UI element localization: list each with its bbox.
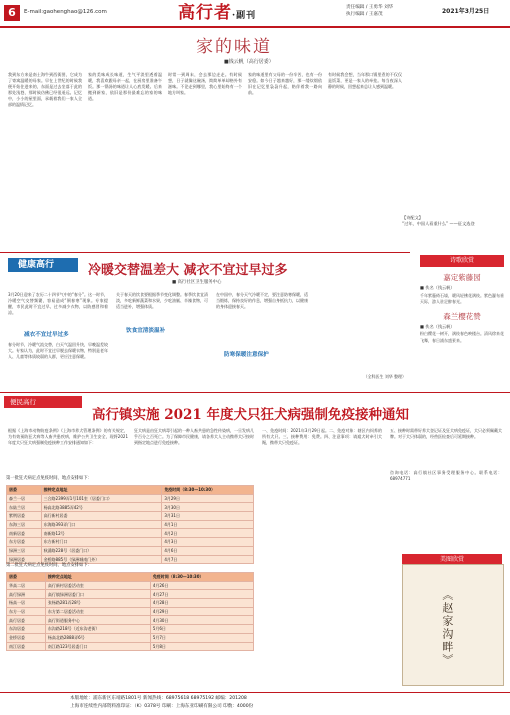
table-cell: 南江居委 <box>7 642 46 651</box>
table-cell: 紫荆居委 <box>7 512 42 521</box>
table-row <box>7 503 254 512</box>
table-row <box>7 529 254 538</box>
notice-intro: 根据《上海市动物防疫条例》《上海市养犬管理条例》的有关规定，为有效预防狂犬病等人畜共患疾病，维护公共卫生安全，现将2021年度犬只狂犬病强制免疫接种工作安排通知如下： <box>8 428 128 445</box>
section1-title: 家的味道 <box>196 37 272 57</box>
table-cell: 东方居委 <box>7 538 42 547</box>
table-cell: 高行绿洲 <box>7 590 46 599</box>
table-cell: 4月30日 <box>150 616 253 625</box>
notice-col-c: 五、接种时需带好养犬登记证及狂犬病免疫证，犬只必须佩戴犬牌。对于犬只体弱的，经兽医检查后可延期接种。 <box>390 428 502 439</box>
poem-title: 森兰樱花赞 <box>443 311 481 321</box>
table-header: 接种定点地址 <box>41 486 162 495</box>
calligraphy-text: 《赵家沟畔》 <box>440 589 454 667</box>
article-col-4: 家的味道里有父母的一份辛苦，也有一份安稳。如今日子越来越好，那一缕炊烟依旧在记忆里袅袅升起，陪伴着我一路向前。 <box>248 72 322 95</box>
logo-sub: ·副刊 <box>232 11 257 21</box>
table-cell: 5月7日 <box>150 633 253 642</box>
table-header: 免疫时间（8:30—10:30） <box>162 486 254 495</box>
health-subhead: 减衣不宜过早过多 <box>24 332 69 338</box>
table-cell: 4月1日 <box>162 520 254 529</box>
health-title: 冷暖交替温差大 减衣不宜过早过多 <box>88 263 288 278</box>
calligraphy-image <box>402 564 504 686</box>
table-header: 居委 <box>7 573 46 582</box>
table-cell: 华高二居 <box>7 581 46 590</box>
article-col-1: 我到东方来是南土海牛到西街图，它成为了寄寓温暖的母家。早在上世纪的时候我便开始住进来的，东面是过去坐落于此的那处浅巷，那时候仿佛已经很遥远。记忆中，小小的屋里面，承载着我们一家人全部的温情记忆。 <box>8 72 82 107</box>
editors <box>346 4 393 19</box>
table-cell: 5月6日 <box>150 625 253 634</box>
vaccination-table-1 <box>6 485 254 564</box>
table-cell: 森兰一居 <box>7 494 42 503</box>
article-col-2: 家的美味成长味道，生气平淡里透着温暖，我喜欢跟母亲一起，在厨房里准备午饭。那一锅汤的味道让人心底发暖。后来搬到新家，依旧是那份最难忘的家的味道。 <box>88 72 162 101</box>
section-tag: 健康高行 <box>8 258 78 272</box>
table-cell: 4月3日 <box>162 538 254 547</box>
table-cell: 东海路393弄门口 <box>41 520 162 529</box>
table-cell: 4月6日 <box>162 546 254 555</box>
table-row <box>7 633 254 642</box>
health-subhead: 防寒保暖注意保护 <box>224 352 269 358</box>
note-line: “过年，中国人看重什么” ——征文选登 <box>402 220 475 226</box>
table-row <box>7 546 254 555</box>
table-cell: 秋涌路228号（居委门口） <box>41 546 162 555</box>
table-cell: 金桥居委 <box>7 633 46 642</box>
table-cell: 高行新村居委活动室 <box>45 581 150 590</box>
table-row <box>7 642 254 651</box>
table-row <box>7 494 254 503</box>
art-label: 美图欣赏 <box>402 554 502 566</box>
table-cell: 东方一居 <box>7 607 46 616</box>
section-tag: 便民高行 <box>4 396 82 408</box>
table-cell: 东海三居 <box>7 520 42 529</box>
table-cell: 4月28日 <box>150 599 253 608</box>
table-cell: 4月7日 <box>162 555 254 564</box>
table-row <box>7 625 254 634</box>
table-cell: 绿洲居委 <box>7 555 42 564</box>
health-p3-intro: 关于春天的饮食要根据季节变化调整。春季饮食宜清淡，多吃新鲜蔬菜和水果，少吃油腻、辛辣食物，可适当进补，增强体质。 <box>116 292 208 309</box>
table-row <box>7 607 254 616</box>
health-p1: 3月20日迎来了农历二十四节气中的“春分”。这一时节，冷暖空气交替频繁，容易造成“倒春寒”现象。专家提醒，市民此时不宜过早、过多减少衣物，以防感冒和着凉。 <box>8 292 108 315</box>
page-number: 6 <box>4 5 20 21</box>
table2-caption: 第二批狂犬病定点免疫时间、地点安排如下： <box>6 563 92 568</box>
table-cell: 杨高北路3885弄42号 <box>41 503 162 512</box>
table-cell: 4月26日 <box>150 581 253 590</box>
notice-col-a: 狂犬病是由狂犬病毒引起的一种人畜共患的急性传染病，一旦发病几乎百分之百死亡。为了保障市民健康，请各养犬人主动携带犬只按时到指定地点进行免疫接种。 <box>134 428 254 445</box>
table1-caption: 第一批狂犬病定点免疫时间、地点安排如下： <box>6 476 92 481</box>
health-byline: ■ 高行社区卫生服务中心 <box>172 280 222 285</box>
table-cell: 杨高北路2888弄6号 <box>45 633 150 642</box>
table-row <box>7 520 254 529</box>
footer-line: 本版地址：浦东新区东靖路1801号 新闻热线：68975618 68975192 邮编：201208 <box>70 696 247 701</box>
poem-text: 粉白樱花一树开，满枝春色映楼台。清风徐来花飞舞，春日浦东盛景来。 <box>420 331 504 343</box>
logo <box>178 2 256 25</box>
column-note <box>402 215 504 226</box>
table-cell: 东方第二居委活动室 <box>45 607 150 616</box>
health-signoff: （全科医生 刘华 整理） <box>363 374 406 379</box>
table-cell: 张杨路281弄28号 <box>45 599 150 608</box>
table-cell: 绿洲三居 <box>7 546 42 555</box>
notice-title: 高行镇实施 2021 年度犬只狂犬病强制免疫接种通知 <box>92 407 409 423</box>
issue-date: 2021年3月25日 <box>442 8 490 15</box>
poem-author: ■ 佚名（钱云帆） <box>420 323 455 329</box>
table-cell: 3月31日 <box>162 512 254 521</box>
table-cell: 3月30日 <box>162 503 254 512</box>
table-row <box>7 616 254 625</box>
health-p4: 在中国中，春分天气冷暖不定，要注意防寒保暖，适当锻炼，保持良好的作息，增强自身抵抗力，以健康的身体迎接春天。 <box>216 292 308 309</box>
table-cell: 三合路2399弄1号101室（居委门口） <box>41 494 162 503</box>
table-cell: 5月8日 <box>150 642 253 651</box>
table-header: 居委 <box>7 486 42 495</box>
health-subhead: 饮食宜清淡温补 <box>126 328 166 334</box>
health-p2: 春分时节，冷暖气流交替，白天气温回升快，早晚温差较大。专家认为，此时不宜过早脱去保暖衣物，特别是老年人、儿童等体质较弱的人群，更应注意保暖。 <box>8 342 108 359</box>
table-row <box>7 512 254 521</box>
poetry-sidebar <box>420 255 504 344</box>
table-row <box>7 599 254 608</box>
footer-line: 上海市连续性内部资料准印证：（K）0378号 印刷：上海东亚印刷有限公司 印数：4000份 <box>70 704 254 709</box>
table-cell: 南新居委 <box>7 529 42 538</box>
table-header-row <box>7 486 254 495</box>
table-cell: 南新路12号 <box>41 529 162 538</box>
table-cell: 东方新村门口 <box>41 538 162 547</box>
email: E-mail:gaohenghao@126.com <box>24 9 107 15</box>
vaccination-table-2 <box>6 572 254 651</box>
poem-author: ■ 佚名（钱云帆） <box>420 285 455 291</box>
note-line: 【诗配文】 <box>402 215 423 220</box>
table-cell: 3月29日 <box>162 494 254 503</box>
table-header-row <box>7 573 254 582</box>
poem-text: 千年紫藤倚石墙，暖风轻拂花满枝。紫色瀑布垂天际，游人驻足醉春光。 <box>420 292 504 305</box>
table-row <box>7 590 254 599</box>
table-cell: 高行镇绿洲居委门口 <box>45 590 150 599</box>
table-cell: 东陆兰居 <box>7 503 42 512</box>
divider <box>0 392 510 393</box>
article-col-3: 时常一到周末，会去那边走走。有时候想，日子就像这碗汤，简简单单却格外有滋味。不论走到哪里，我心里始终有一个地方叫家。 <box>168 72 242 95</box>
divider <box>0 252 410 253</box>
table-cell: 东沟居委 <box>7 625 46 634</box>
editor-line: 责任编辑 / 王勇华 刘华 <box>346 5 394 10</box>
poem-title: 嘉定紫藤园 <box>443 273 481 283</box>
notice-col-d: 咨询电话：高行镇社区事务受理服务中心。联系电话：68974771 <box>390 470 502 481</box>
editor-line: 执行编辑 / 王嘉茂 <box>346 12 383 18</box>
table-cell: 高行街道服务中心 <box>45 616 150 625</box>
table-header: 免疫时间（8:30—10:30） <box>150 573 253 582</box>
footer <box>0 692 510 715</box>
table-cell: 高行居委 <box>7 616 46 625</box>
table-row <box>7 581 254 590</box>
table-cell: 高行新村居委 <box>41 512 162 521</box>
notice-col-b: 一、免疫时间：2021年3月29日起。二、免疫对象：辖区内饲养的所有犬只。三、接种费用：免费。四、注意事项：请遛犬时牵引犬绳，携带犬只免疫证。 <box>262 428 382 445</box>
article-col-5: 有时候我会想，当年那口锅里煮的不仅仅是饭菜，更是一家人的牵挂。每当夜深人静的时候，回想起来总让人感到温暖。 <box>328 72 402 89</box>
table-cell: 4月29日 <box>150 607 253 616</box>
sidebar-header: 诗歌欣赏 <box>420 255 504 267</box>
table-header: 接种定点地址 <box>45 573 150 582</box>
table-cell: 4月2日 <box>162 529 254 538</box>
table-cell: 4月27日 <box>150 590 253 599</box>
table-cell: 东沟路218号（近东沟老街） <box>45 625 150 634</box>
masthead <box>0 0 510 28</box>
logo-text: 高行者 <box>178 3 232 23</box>
table-row <box>7 538 254 547</box>
section1-byline: ■钱云帆（高行居委） <box>224 59 274 65</box>
table-cell: 金桥路885号（绿洲城南门外） <box>41 555 162 564</box>
table-cell: 杨高一居 <box>7 599 46 608</box>
table-cell: 南江路123号居委门口 <box>45 642 150 651</box>
